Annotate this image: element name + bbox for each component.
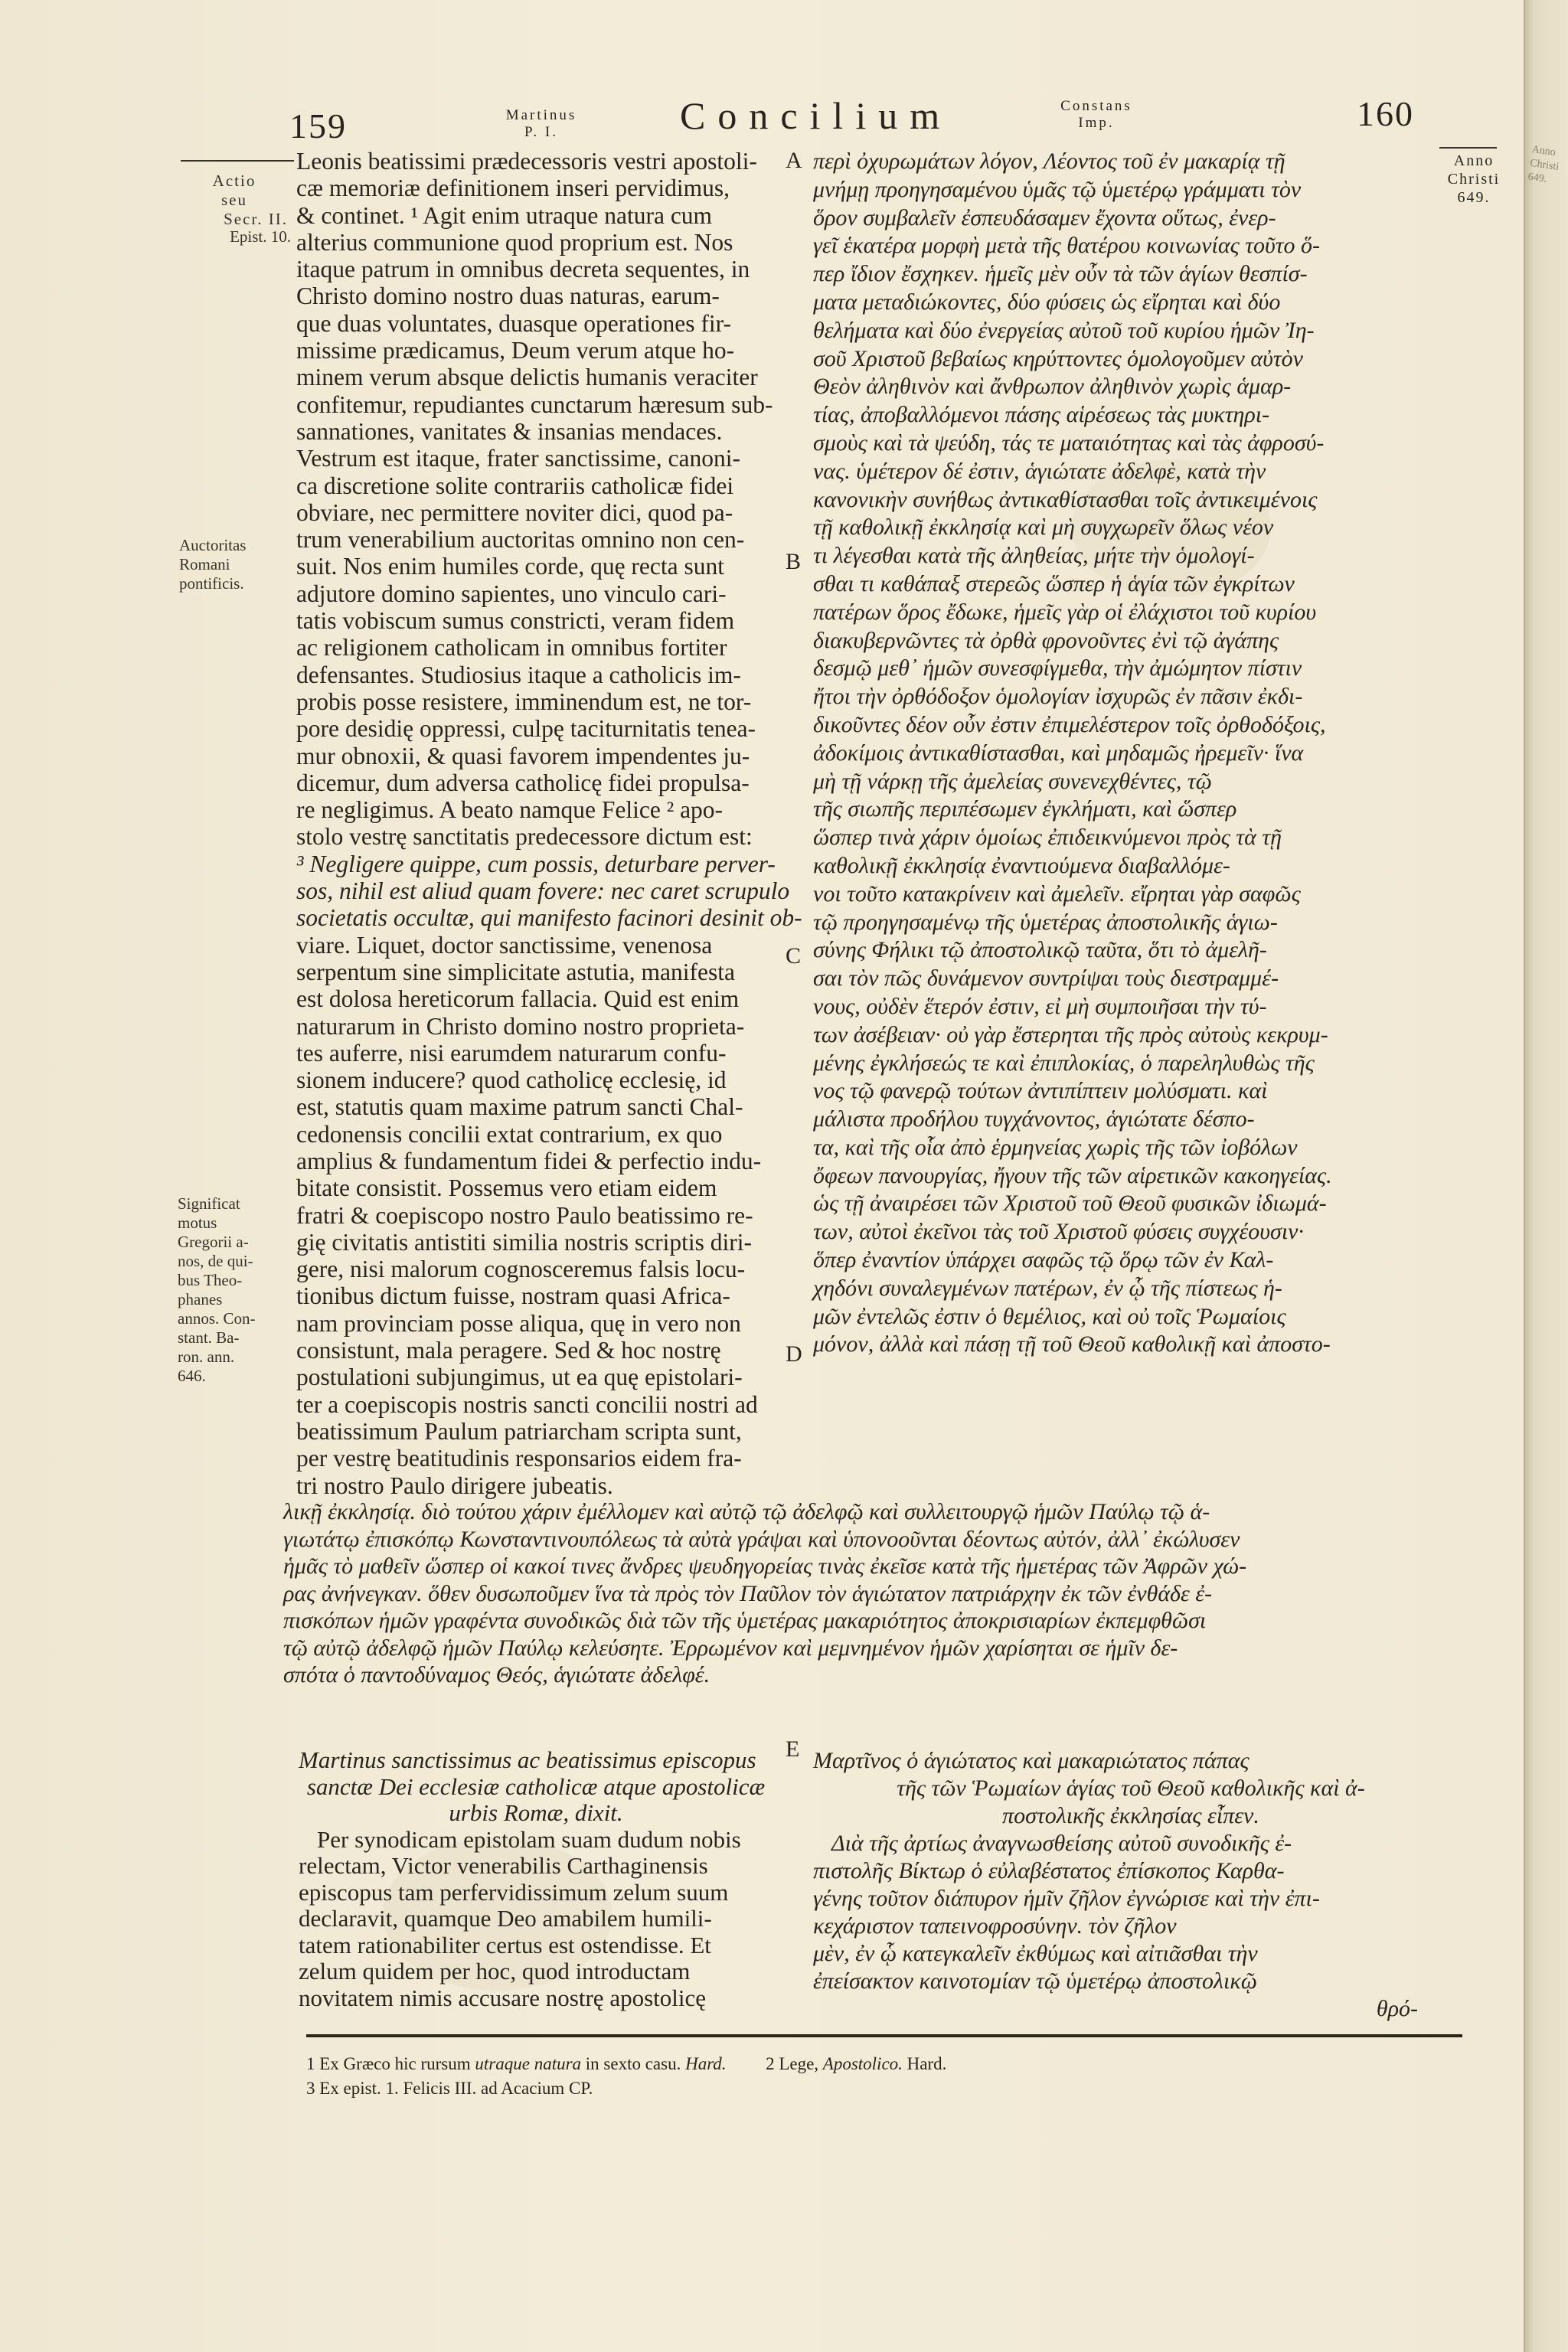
text-line: tionibus dictum fuisse, nostram quasi Africa- [296,1282,730,1310]
text-line: ac religionem catholicam in omnibus fortiter [296,634,727,662]
text-line: defensantes. Studiosius itaque a catholicis im- [296,661,741,688]
text-line: σθαι τι καθάπαξ στερεῶς ὥσπερ ἡ ἁγία τῶν ἐγκρίτων [813,570,1295,596]
text-line: minem verum absque delictis humanis veraciter [296,364,758,391]
text-line: ὥσπερ τινὰ χάριν ὁμοίως ἐπιδεικνύμενοι πρὸς τὰ τῇ [813,825,1282,851]
text-line: ἐπείσακτον καινοτομίαν τῷ ὑμετέρῳ ἀποστολικῷ [813,1968,1257,1994]
text-line: καθολικῇ ἐκκλησίᾳ ἐναντιούμενα διαβαλλόμε- [813,852,1230,878]
margin-note-epist: Epist. 10. [230,227,291,246]
text-line: ὅρον συμβαλεῖν ἐσπευδάσαμεν ἔχοντα οὕτως, ἐνερ- [813,204,1276,230]
text-line: Διὰ τῆς ἀρτίως ἀναγνωσθείσης αὐτοῦ συνοδικῆς ἐ- [831,1831,1292,1856]
text-line: μένης ἐγκλήσεώς τε καὶ ἐπιπλοκίας, ὁ παρεληλυθὼς τῆς [813,1050,1315,1076]
margin-note-anno: Anno Christi 649. [1447,152,1501,206]
facing-page-edge [1524,0,1568,2352]
text-line: ἡμᾶς τὸ μαθεῖν ὥσπερ οἱ κακοί τινες ἄνδρες ψευδηγορείας τινὰς ἐκεῖσε κατὰ τῆς ἡμετέρας τῶν Ἀφρῶν χώ- [283,1553,1247,1579]
text-line: μάλιστα προδήλου τυγχάνοντος, ἁγιώτατε δέσπο- [813,1106,1255,1132]
text-line: amplius & fundamentum fidei & perfectio indu- [296,1147,762,1174]
running-head-emperor: Constans Imp. [1060,98,1132,131]
margin-note-actio: Actio seu Secr. II. [212,172,288,228]
text-line: adjutore domino sapientes, uno vinculo cari- [296,580,727,607]
text-line: cedonensis concilii extat contrarium, ex quo [296,1120,723,1148]
text-line: alterius communione quod proprium est. Nos [296,228,733,256]
text-line: ματα μεταδιώκοντες, δύο φύσεις ὡς εἴρηται καὶ δύο [813,289,1281,315]
text-line: γεῖ ἑκατέρα μορφὴ μετὰ τῆς θατέρου κοινωνίας τοῦτο ὅ- [813,233,1320,259]
text-line: tri nostro Paulo dirigere jubeatis. [296,1472,613,1499]
text-line: δικοῦντες δέον οὖν ἐστιν ἐπιμελέστερον τοῖς ὀρθοδόξοις, [813,711,1326,737]
speaker-heading: ποστολικῆς ἐκκλησίας εἶπεν. [1002,1803,1259,1828]
speaker-heading: Martinus sanctissimus ac beatissimus episcopus [299,1746,756,1773]
page-number-right: 160 [1357,94,1414,133]
text-line: tes auferre, nisi earumdem naturarum confu- [296,1039,727,1067]
text-line: ἀδοκίμοις ἀντικαθίστασθαι, καὶ μηδαμῶς ἠρεμεῖν· ἵνα [813,740,1304,766]
running-head-pope: Martinus P. I. [505,107,577,140]
text-line: est, statutis quam maxime patrum sancti Chal- [296,1093,743,1121]
text-line: pore desidię oppressi, culpę taciturnitatis tenea- [296,715,756,743]
text-line: περ ἴδιον ἔσχηκεν. ἡμεῖς μὲν οὖν τὰ τῶν ἁγίων θεσπίσ- [813,261,1308,287]
text-line: que duas voluntates, duasque operationes fir- [296,309,731,337]
text-line: τῷ προηγησαμένῳ τῆς ὑμετέρας ἀποστολικῆς ἁγιω- [813,909,1278,935]
text-line: ρας ἀνήνεγκαν. ὅθεν δυσωποῦμεν ἵνα τὰ πρὸς τὸν Παῦλον τὸν ἁγιώτατον πατριάρχην ἐκ τῶν ἐνθάδε ἐ- [283,1580,1213,1606]
text-line: μῶν ἐντελῶς ἐστιν ὁ θεμέλιος, καὶ οὐ τοῖς Ῥωμαίοις [813,1303,1286,1329]
text-line: fratri & coepiscopo nostro Paulo beatissimo re- [296,1201,753,1229]
text-line: τι λέγεσθαι κατὰ τῆς ἀληθείας, μήτε τὴν ὁμολογί- [813,543,1255,569]
text-line: sos, nihil est aliud quam fovere: nec caret scrupulo [296,877,790,905]
text-line: σπότα ὁ παντοδύναμος Θεός, ἁγιώτατε ἀδελφέ. [283,1662,710,1687]
footnotes [306,2052,1455,2101]
text-line: νοι τοῦτο κατακρίνειν καὶ ἀμελεῖν. εἴρηται γὰρ σαφῶς [813,880,1301,906]
text-line: ὄφεων πανουργίας, ἤγουν τῆς τῶν αἱρετικῶν κακοηγείας. [813,1162,1332,1188]
text-line: μὲν, ἐν ᾧ κατεγκαλεῖν ἐκθύμως καὶ αἰτιᾶσθαι τὴν [813,1941,1258,1966]
text-line: νους, οὐδὲν ἕτερόν ἐστιν, εἰ μὴ συμποιῆσαι τὴν τύ- [813,993,1267,1019]
text-line: novitatem nimis accusare nostrę apostolicę [299,1984,706,2011]
margin-note-significat: Significat motus Gregorii a- nos, de qui- bus Theo- phanes annos. Con- stant. Ba- ron. ann. 646. [178,1194,256,1385]
text-line: πιστολῆς Βίκτωρ ὁ εὐλαβέστατος ἐπίσκοπος Καρθα- [813,1858,1285,1883]
text-line: itaque patrum in omnibus decreta sequentes, in [296,256,750,283]
text-line: nam provinciam posse aliqua, quę in vero non [296,1309,741,1337]
text-line: relectam, Victor venerabilis Carthaginensis [299,1852,708,1879]
text-line: τῆς σιωπῆς περιπέσωμεν ἐγκλήματι, καὶ ὥσπερ [813,796,1237,822]
text-line: μὴ τῇ νάρκῃ τῆς ἀμελείας συνενεχθέντες, τῷ [813,768,1212,794]
text-line: tatem rationabiliter certus est ostendisse. Et [299,1931,711,1958]
text-line: sannationes, vanitates & insanias mendaces. [296,417,723,445]
footnote-row: 1 Ex Græco hic rursum utraque natura in sexto casu. Hard. 2 Lege, Apostolico. Hard. [306,2054,947,2073]
section-letter-e: E [786,1736,800,1762]
text-line: σμοὺς καὶ τὰ ψεύδη, τάς τε ματαιότητας καὶ τὰς ἀφροσύ- [813,430,1325,456]
latin-column [296,148,802,1499]
text-line: τῷ αὐτῷ ἀδελφῷ ἡμῶν Παύλῳ κελεύσητε. Ἐρρωμένον καὶ μεμνημένον ἡμῶν χαρίσηται σε ἡμῖν δε- [283,1635,1178,1661]
running-title: Concilium [680,94,952,137]
text-line: confitemur, repudiantes cunctarum hæresum sub- [296,390,773,418]
footnote-rule [306,2034,1462,2037]
text-line: ὡς τῇ ἀναιρέσει τῶν Χριστοῦ τοῦ Θεοῦ φυσικῶν ἰδιωμά- [813,1191,1327,1217]
text-line: re negligimus. A beato namque Felice ² apo- [296,796,724,824]
footnote-row: 3 Ex epist. 1. Felicis III. ad Acacium CP. [306,2079,593,2098]
text-line: Vestrum est itaque, frater sanctissime, canoni- [296,445,740,472]
latin-column-lower [299,1747,773,2011]
text-line: των, αὐτοὶ ἐκεῖνοι τὰς τοῦ Χριστοῦ φύσεις συγχέουσιν· [813,1219,1304,1245]
text-line: Christo domino nostro duas naturas, earum- [296,283,720,310]
text-line: probis posse resistere, imminendum est, ne tor- [296,688,752,715]
text-line: τίας, ἀποβαλλόμενοι πάσης αἱρέσεως τὰς μυκτηρι- [813,402,1270,428]
text-line: θελήματα καὶ δύο ἐνεργείας αὐτοῦ τοῦ κυρίου ἡμῶν Ἰη- [813,317,1315,343]
text-line: bitate consistit. Possemus vero etiam eidem [296,1174,717,1202]
text-line: δεσμῷ μεθ᾽ ἡμῶν συνεσφίγμεθα, τὴν ἀμώμητον πίστιν [813,655,1302,681]
text-line: γιωτάτῳ ἐπισκόπῳ Κωνσταντινουπόλεως τὰ αὐτὰ γράψαι καὶ ὑπονοοῦνται δέοντως αὐτόν, ἀλλ᾽ ἐκώλυσεν [283,1526,1240,1552]
text-line: Per synodicam epistolam suam dudum nobis [317,1825,741,1853]
text-line: περὶ ὀχυρωμάτων λόγον, Λέοντος τοῦ ἐν μακαρίᾳ τῇ [813,149,1285,174]
text-line: σοῦ Χριστοῦ βεβαίως κηρύττοντες ὁμολογοῦμεν αὐτὸν [813,345,1303,371]
text-line: των ἀσέβειαν· οὐ γὰρ ἔστερηται τῆς πρὸς αὐτοὺς κεκρυμ- [813,1021,1328,1047]
text-line: τῇ καθολικῇ ἐκκλησίᾳ καὶ μὴ συγχωρεῖν ὅλως νέον [813,514,1274,541]
section-letter-c: C [786,943,802,969]
text-line: societatis occultæ, qui manifesto facinori desinit ob- [296,904,802,932]
text-line: πατέρων ὅρος ἔδωκε, ἡμεῖς γὰρ οἱ ἐλάχιστοι τοῦ κυρίου [813,599,1317,625]
margin-note-auctoritas: Auctoritas Romani pontificis. [179,536,247,593]
text-line: διακυβερνῶντες τὰ ὀρθὰ φρονοῦντες ἐνὶ τῷ ἀγάπης [813,627,1279,653]
text-line: naturarum in Christo domino nostro proprieta- [296,1012,745,1040]
text-line: episcopus tam perfervidissimum zelum suum [299,1878,729,1906]
page-number-left: 159 [289,106,347,145]
text-line: gię civitatis antistiti similia nostris scriptis diri- [296,1228,752,1256]
text-line: trum venerabilium auctoritas omnino non cen- [296,526,745,554]
text-line: est dolosa hereticorum fallacia. Quid est enim [296,985,740,1013]
greek-column [813,148,1449,1359]
text-line: θρό- [1376,1996,1418,2021]
text-line: νος τῷ φανερῷ τούτων ἀντιπίπτειν μολύσματι. καὶ [813,1078,1268,1104]
text-line: zelum quidem per hoc, quod introductam [299,1958,691,1984]
speaker-heading: sanctæ Dei ecclesiæ catholicæ atque apostolicæ [306,1772,766,1800]
text-line: missime prædicamus, Deum verum atque ho- [296,337,735,364]
text-line: beatissimum Paulum patriarcham scripta sunt, [296,1417,742,1445]
text-line: sionem inducere? quod catholicę ecclesię, id [296,1067,727,1094]
text-line: suit. Nos enim humiles corde, quę recta sunt [296,553,725,580]
text-line: ὅπερ ἐναντίον ὑπάρχει σαφῶς τῷ ὅρῳ τῶν ἐν Καλ- [813,1247,1274,1273]
text-line: obviare, nec permittere noviter dici, quod pa- [296,498,733,526]
text-line: serpentum sine simplicitate astutia, manifesta [296,958,735,985]
greek-full-width-block [283,1498,1462,1689]
text-line: σύνης Φήλικι τῷ ἀποστολικῷ ταῦτα, ὅτι τὸ ἀμελῆ- [813,937,1267,963]
text-line: cæ memoriæ definitionem inseri pervidimus, [296,175,730,202]
text-line: viare. Liquet, doctor sanctissime, venenosa [296,931,713,959]
text-line: Leonis beatissimi prædecessoris vestri apostoli- [296,148,757,175]
speaker-heading: τῆς τῶν Ῥωμαίων ἁγίας τοῦ Θεοῦ καθολικῆς καὶ ἀ- [897,1775,1365,1801]
text-line: λικῇ ἐκκλησίᾳ. διὸ τούτου χάριν ἐμέλλομεν καὶ αὐτῷ τῷ ἀδελφῷ καὶ συλλειτουργῷ ἡμῶν Παύλῳ τῷ ἁ- [283,1499,1210,1524]
text-line: postulationi subjungimus, ut ea quę epistolari- [296,1364,743,1391]
section-letter-b: B [786,549,802,574]
text-line: stolo vestrę sanctitatis predecessore dictum est: [296,823,753,851]
text-line: πισκόπων ἡμῶν γραφέντα συνοδικῶς διὰ τῶν τῆς ὑμετέρας μακαριότητος ἀποκρισιαρίων ἐκπεμφθῶσι [283,1608,1207,1633]
edge-margin-note: Anno Christi 649. [1527,143,1560,185]
text-line: χηδόνι συναλεγμένων πατέρων, ἐν ᾧ τῆς πίστεως ἡ- [813,1275,1282,1301]
text-line: ³ Negligere quippe, cum possis, deturbare perver- [296,850,776,877]
text-line: gere, nisi malorum cognosceremus falsis locu- [296,1256,746,1283]
text-line: ca discretione solite contrariis catholicæ fidei [296,472,734,499]
text-line: ἤτοι τὴν ὀρθόδοξον ὁμολογίαν ἰσχυρῶς ἐν πᾶσιν ἐκδι- [813,684,1303,710]
text-line: tatis vobiscum sumus constricti, veram fidem [296,607,735,635]
text-line: μόνον, ἀλλὰ καὶ πάσῃ τῇ τοῦ Θεοῦ καθολικῇ καὶ ἀποστο- [813,1331,1331,1357]
text-line: dicemur, dum adversa catholicę fidei propulsa- [296,769,750,796]
text-line: per vestrę beatitudinis responsarios eidem fra- [296,1445,742,1472]
text-line: consistunt, mala peragere. Sed & hoc nostrę [296,1337,721,1364]
greek-column-lower [813,1747,1449,2023]
text-line: & continet. ¹ Agit enim utraque natura cum [296,201,713,229]
text-line: τα, καὶ τῆς οἷα ἀπὸ ἑρμηνείας χωρὶς τῆς τῶν ἰοβόλων [813,1134,1298,1160]
margin-rule [181,160,294,162]
text-line: σαι τὸν πῶς δυνάμενον συντρίψαι τοὺς διεστραμμέ- [813,965,1279,991]
speaker-heading: Μαρτῖνος ὁ ἁγιώτατος καὶ μακαριώτατος πάπας [813,1748,1250,1773]
text-line: ter a coepiscopis nostris sancti concilii nostri ad [296,1390,758,1418]
text-line: γένης τοῦτον διάπυρον ἡμῖν ζῆλον ἐγνώρισε καὶ τὴν ἐπι- [813,1886,1320,1911]
text-line: mur obnoxii, & quasi favorem impendentes ju- [296,742,750,769]
section-letter-d: D [786,1341,802,1367]
text-line: κανονικὴν συνήθως ἀντικαθίστασθαι τοῖς ἀντικειμένοις [813,486,1318,512]
text-line: νας. ὑμέτερον δέ ἐστιν, ἁγιώτατε ἀδελφὲ, κατὰ τὴν [813,458,1266,484]
speaker-heading: urbis Romæ, dixit. [449,1799,623,1826]
text-line: μνήμῃ προηγησαμένου ὑμᾶς τῷ ὑμετέρῳ γράμματι τὸν [813,176,1302,202]
text-line: declaravit, quamque Deo amabilem humili- [299,1905,712,1932]
text-line: κεχάριστον ταπεινοφροσύνην. τὸν ζῆλον [813,1913,1177,1939]
section-letter-a: A [786,148,802,173]
text-line: Θεὸν ἀληθινὸν καὶ ἄνθρωπον ἀληθινὸν χωρὶς ἁμαρ- [813,374,1292,400]
